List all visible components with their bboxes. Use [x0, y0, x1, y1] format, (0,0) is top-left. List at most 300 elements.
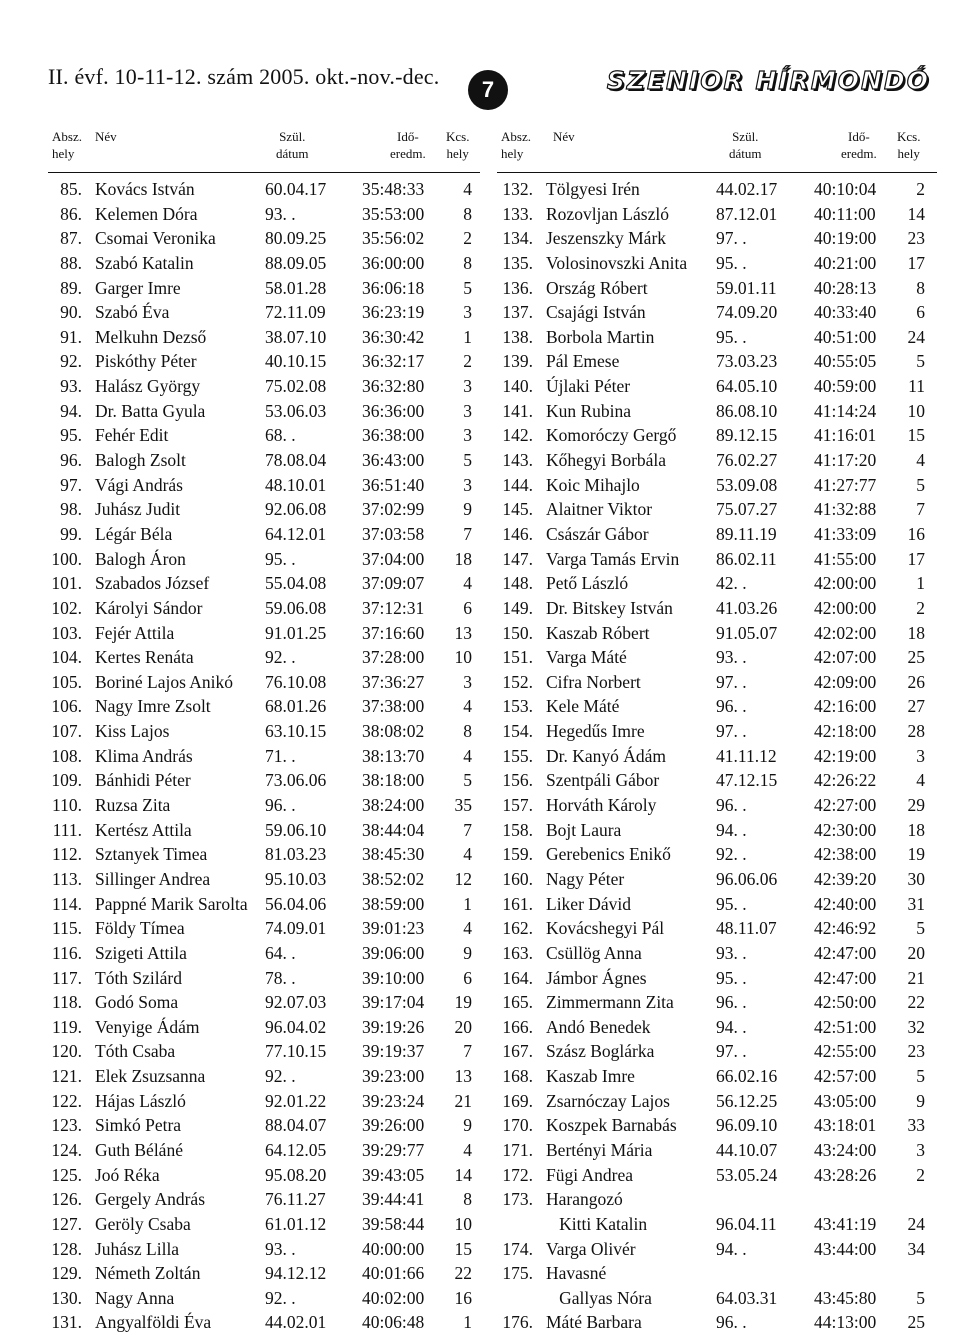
time-cell: 38:52:02 [362, 868, 425, 889]
position-cell: 118. [52, 992, 82, 1013]
position-cell: 138. [502, 326, 533, 347]
name-cell: Zimmermann Zita [546, 992, 674, 1013]
name-cell: Gerebenics Enikő [546, 844, 671, 865]
table-row [48, 744, 480, 769]
table-row [497, 251, 937, 276]
name-cell: Godó Soma [95, 992, 179, 1013]
birthdate-cell: 72.11.09 [265, 302, 326, 323]
name-cell: Kun Rubina [546, 400, 632, 421]
time-cell: 36:36:00 [362, 400, 425, 421]
birthdate-cell: 53.09.08 [716, 474, 778, 495]
category-rank-cell: 3 [916, 745, 925, 766]
category-rank-cell: 5 [463, 450, 472, 471]
name-cell: Guth Béláné [95, 1139, 183, 1160]
birthdate-cell: 76.11.27 [265, 1189, 326, 1210]
table-row [497, 1039, 937, 1064]
time-cell: 43:24:00 [814, 1139, 877, 1160]
table-row [48, 916, 480, 941]
category-rank-cell: 15 [907, 425, 925, 446]
birthdate-cell: 93. . [716, 942, 747, 963]
name-cell: Kovácshegyi Pál [546, 918, 665, 939]
position-cell: 86. [60, 203, 82, 224]
time-cell: 42:16:00 [814, 696, 877, 717]
birthdate-cell: 96.04.02 [265, 1016, 327, 1037]
name-cell: Szentpáli Gábor [546, 770, 660, 791]
position-cell: 168. [502, 1066, 533, 1087]
name-cell: Kitti Katalin [546, 1213, 648, 1234]
table-row [48, 1237, 480, 1262]
time-cell: 41:16:01 [814, 425, 877, 446]
table-row [48, 941, 480, 966]
category-rank-cell: 7 [916, 499, 925, 520]
birthdate-cell: 42. . [716, 573, 747, 594]
time-cell: 40:55:05 [814, 351, 877, 372]
position-cell: 144. [502, 474, 533, 495]
table-row [48, 719, 480, 744]
category-rank-cell: 6 [463, 967, 472, 988]
name-cell: Kaszab Róbert [546, 622, 650, 643]
time-cell: 39:44:41 [362, 1189, 425, 1210]
name-cell: Joó Réka [95, 1164, 160, 1185]
category-rank-cell: 21 [907, 967, 925, 988]
category-rank-cell: 4 [463, 1139, 472, 1160]
time-cell: 37:36:27 [362, 671, 425, 692]
birthdate-cell: 92. . [265, 647, 296, 668]
table-row [497, 1163, 937, 1188]
category-rank-cell: 8 [916, 277, 925, 298]
time-cell: 42:07:00 [814, 647, 877, 668]
time-cell: 42:30:00 [814, 819, 877, 840]
time-cell: 40:21:00 [814, 252, 877, 273]
category-rank-cell: 20 [454, 1016, 472, 1037]
table-row [48, 349, 480, 374]
name-cell: Kertes Renáta [95, 647, 194, 668]
birthdate-cell: 48.11.07 [716, 918, 777, 939]
position-cell: 147. [502, 548, 533, 569]
name-cell: Szabó Éva [95, 302, 170, 323]
position-cell: 148. [502, 573, 533, 594]
table-row [497, 1138, 937, 1163]
position-cell: 124. [51, 1139, 82, 1160]
category-rank-cell: 14 [907, 203, 925, 224]
category-rank-cell: 13 [454, 1066, 472, 1087]
category-rank-cell: 5 [916, 351, 925, 372]
time-cell: 42:26:22 [814, 770, 877, 791]
results-column-right [497, 124, 937, 1333]
name-cell: Andó Benedek [546, 1016, 651, 1037]
name-cell: Koic Mihajlo [546, 474, 640, 495]
table-row [497, 645, 937, 670]
birthdate-cell: 40.10.15 [265, 351, 327, 372]
time-cell: 36:43:00 [362, 450, 425, 471]
header-pos: Absz. hely [52, 129, 82, 161]
category-rank-cell: 19 [907, 844, 925, 865]
position-cell: 160. [502, 868, 533, 889]
position-cell: 155. [502, 745, 533, 766]
category-rank-cell: 11 [908, 376, 925, 397]
category-rank-cell: 8 [463, 721, 472, 742]
birthdate-cell: 41.03.26 [716, 597, 778, 618]
table-row [497, 226, 937, 251]
table-row [48, 1286, 480, 1311]
category-rank-cell: 16 [907, 523, 925, 544]
name-cell: Horváth Károly [546, 795, 657, 816]
birthdate-cell: 68.01.26 [265, 696, 327, 717]
position-cell: 161. [502, 893, 533, 914]
position-cell: 106. [51, 696, 82, 717]
time-cell: 40:10:04 [814, 179, 877, 199]
position-cell: 114. [52, 893, 82, 914]
category-rank-cell: 3 [463, 376, 472, 397]
position-cell: 158. [502, 819, 533, 840]
time-cell: 41:55:00 [814, 548, 877, 569]
birthdate-cell: 96. . [716, 696, 747, 717]
category-rank-cell: 15 [454, 1238, 472, 1259]
position-cell: 99. [60, 523, 82, 544]
time-cell: 36:32:80 [362, 376, 425, 397]
time-cell: 39:58:44 [362, 1213, 425, 1234]
category-rank-cell: 1 [463, 893, 472, 914]
table-row [497, 423, 937, 448]
name-cell: Csajági István [546, 302, 646, 323]
category-rank-cell: 3 [463, 302, 472, 323]
birthdate-cell: 88.09.05 [265, 252, 327, 273]
name-cell: Dr. Batta Gyula [95, 400, 206, 421]
birthdate-cell: 96.06.06 [716, 868, 778, 889]
name-cell: Varga Tamás Ervin [546, 548, 680, 569]
position-cell: 146. [502, 523, 533, 544]
birthdate-cell: 92.01.22 [265, 1090, 327, 1111]
position-cell: 105. [51, 671, 82, 692]
table-row [48, 990, 480, 1015]
birthdate-cell: 95. . [716, 967, 747, 988]
time-cell: 36:30:42 [362, 326, 425, 347]
time-cell: 41:32:88 [814, 499, 877, 520]
name-cell: Borbola Martin [546, 326, 655, 347]
birthdate-cell: 92.07.03 [265, 992, 327, 1013]
table-row [497, 892, 937, 917]
position-cell: 133. [502, 203, 533, 224]
name-cell: Kőhegyi Borbála [546, 450, 667, 471]
time-cell: 36:51:40 [362, 474, 425, 495]
table-row [497, 300, 937, 325]
time-cell: 37:16:60 [362, 622, 425, 643]
position-cell: 140. [502, 376, 533, 397]
header-divider [497, 172, 937, 173]
time-cell: 42:18:00 [814, 721, 877, 742]
birthdate-cell: 87.12.01 [716, 203, 778, 224]
position-cell: 142. [502, 425, 533, 446]
table-row [497, 349, 937, 374]
birthdate-cell: 97. . [716, 228, 747, 249]
position-cell: 110. [52, 795, 82, 816]
time-cell: 37:03:58 [362, 523, 425, 544]
position-cell: 172. [502, 1164, 533, 1185]
name-cell: Kiss Lajos [95, 721, 170, 742]
birthdate-cell: 81.03.23 [265, 844, 327, 865]
position-cell: 169. [502, 1090, 533, 1111]
name-cell: Gergely András [95, 1189, 205, 1210]
position-cell: 149. [502, 597, 533, 618]
category-rank-cell: 26 [907, 671, 925, 692]
category-rank-cell: 4 [463, 918, 472, 939]
name-cell: Tölgyesi Irén [546, 179, 640, 199]
time-cell: 40:02:00 [362, 1287, 425, 1308]
birthdate-cell: 53.05.24 [716, 1164, 778, 1185]
position-cell: 135. [502, 252, 533, 273]
table-row [497, 1261, 937, 1286]
birthdate-cell: 76.02.27 [716, 450, 778, 471]
table-row [48, 1138, 480, 1163]
time-cell: 42:02:00 [814, 622, 877, 643]
position-cell: 151. [502, 647, 533, 668]
name-cell: Ruzsa Zita [95, 795, 171, 816]
table-row [497, 1187, 937, 1212]
name-cell: Pál Emese [546, 351, 620, 372]
name-cell: Dr. Bitskey István [546, 597, 673, 618]
table-row [497, 768, 937, 793]
position-cell: 116. [52, 942, 82, 963]
time-cell: 36:38:00 [362, 425, 425, 446]
birthdate-cell: 59.06.08 [265, 597, 327, 618]
birthdate-cell: 78.08.04 [265, 450, 327, 471]
category-rank-cell: 18 [907, 819, 925, 840]
table-row [48, 300, 480, 325]
name-cell: Varga Máté [546, 647, 627, 668]
category-rank-cell: 32 [907, 1016, 925, 1037]
name-cell: Zsarnóczay Lajos [546, 1090, 670, 1111]
birthdate-cell: 74.09.01 [265, 918, 327, 939]
time-cell: 41:14:24 [814, 400, 877, 421]
table-row [48, 547, 480, 572]
position-cell: 156. [502, 770, 533, 791]
birthdate-cell: 95.08.20 [265, 1164, 327, 1185]
category-rank-cell: 18 [454, 548, 472, 569]
time-cell: 40:00:00 [362, 1238, 425, 1259]
category-rank-cell: 17 [907, 548, 925, 569]
table-row [497, 793, 937, 818]
time-cell: 42:39:20 [814, 868, 877, 889]
name-cell: Varga Olivér [546, 1238, 636, 1259]
category-rank-cell: 4 [463, 573, 472, 594]
name-cell: Gallyas Nóra [546, 1287, 652, 1308]
table-row [497, 1064, 937, 1089]
name-cell: Sztanyek Timea [95, 844, 208, 865]
name-cell: Liker Dávid [546, 893, 632, 914]
birthdate-cell: 94.12.12 [265, 1263, 327, 1284]
birthdate-cell: 53.06.03 [265, 400, 327, 421]
category-rank-cell: 34 [907, 1238, 925, 1259]
birthdate-cell: 97. . [716, 721, 747, 742]
name-cell: Balogh Áron [95, 548, 186, 569]
name-cell: Koszpek Barnabás [546, 1115, 677, 1136]
header-name: Név [553, 129, 575, 144]
position-cell: 93. [60, 376, 82, 397]
name-cell: Jámbor Ágnes [546, 967, 647, 988]
birthdate-cell: 74.09.20 [716, 302, 778, 323]
name-cell: Kovács István [95, 179, 195, 199]
table-row [497, 744, 937, 769]
position-cell: 150. [502, 622, 533, 643]
category-rank-cell: 8 [463, 203, 472, 224]
birthdate-cell: 64.12.01 [265, 523, 327, 544]
time-cell: 43:45:80 [814, 1287, 877, 1308]
time-cell: 42:19:00 [814, 745, 877, 766]
table-row [48, 1015, 480, 1040]
birthdate-cell: 76.10.08 [265, 671, 327, 692]
position-cell: 143. [502, 450, 533, 471]
table-row [497, 1286, 937, 1311]
name-cell: Németh Zoltán [95, 1263, 201, 1284]
name-cell: Sillinger Andrea [95, 868, 211, 889]
category-rank-cell: 2 [916, 1164, 925, 1185]
birthdate-cell: 56.12.25 [716, 1090, 778, 1111]
table-row [497, 547, 937, 572]
time-cell: 42:00:00 [814, 597, 877, 618]
time-cell: 39:01:23 [362, 918, 425, 939]
position-cell: 132. [502, 179, 533, 199]
position-cell: 176. [502, 1312, 533, 1333]
position-cell: 170. [502, 1115, 533, 1136]
name-cell: Kertész Attila [95, 819, 192, 840]
header-divider [48, 172, 480, 173]
position-cell: 101. [51, 573, 82, 594]
birthdate-cell: 64.05.10 [716, 376, 778, 397]
category-rank-cell: 12 [454, 868, 472, 889]
position-cell: 112. [52, 844, 82, 865]
table-row [497, 1089, 937, 1114]
position-cell: 91. [60, 326, 82, 347]
time-cell: 38:45:30 [362, 844, 425, 865]
birthdate-cell: 95. . [716, 252, 747, 273]
time-cell: 39:23:00 [362, 1066, 425, 1087]
position-cell: 173. [502, 1189, 533, 1210]
table-row [48, 670, 480, 695]
time-cell: 37:12:31 [362, 597, 425, 618]
birthdate-cell: 89.12.15 [716, 425, 778, 446]
name-cell: Légár Béla [95, 523, 173, 544]
time-cell: 42:47:00 [814, 942, 877, 963]
category-rank-cell: 30 [907, 868, 925, 889]
name-cell: Kelemen Dóra [95, 203, 198, 224]
time-cell: 41:33:09 [814, 523, 877, 544]
time-cell: 37:09:07 [362, 573, 425, 594]
position-cell: 90. [60, 302, 82, 323]
category-rank-cell: 7 [463, 1041, 472, 1062]
name-cell: Pappné Marik Sarolta [95, 893, 248, 914]
name-cell: Rozovljan László [546, 203, 669, 224]
time-cell: 42:40:00 [814, 893, 877, 914]
time-cell: 43:18:01 [814, 1115, 877, 1136]
header-pos: Absz. hely [501, 129, 531, 161]
table-row [497, 596, 937, 621]
category-rank-cell: 3 [916, 1139, 925, 1160]
birthdate-cell: 95.10.03 [265, 868, 327, 889]
column-header [48, 124, 480, 164]
issue-info: II. évf. 10-11-12. szám 2005. okt.-nov.-dec. [48, 64, 440, 89]
category-rank-cell: 24 [907, 1213, 925, 1234]
birthdate-cell: 44.02.17 [716, 179, 778, 199]
time-cell: 42:46:92 [814, 918, 877, 939]
time-cell: 40:06:48 [362, 1312, 425, 1333]
category-rank-cell: 10 [454, 647, 472, 668]
time-cell: 44:13:00 [814, 1312, 877, 1333]
results-list [497, 177, 937, 1335]
birthdate-cell: 60.04.17 [265, 179, 327, 199]
time-cell: 39:19:37 [362, 1041, 425, 1062]
table-row [48, 621, 480, 646]
position-cell: 97. [60, 474, 82, 495]
newspaper-logo: SZENIOR HÍRMONDÓ [606, 66, 930, 95]
birthdate-cell: 59.06.10 [265, 819, 327, 840]
time-cell: 39:26:00 [362, 1115, 425, 1136]
position-cell: 87. [60, 228, 82, 249]
position-cell: 115. [52, 918, 82, 939]
birthdate-cell: 96.09.10 [716, 1115, 778, 1136]
name-cell: Pető László [546, 573, 629, 594]
birthdate-cell: 61.01.12 [265, 1213, 327, 1234]
time-cell: 40:19:00 [814, 228, 877, 249]
category-rank-cell: 4 [463, 179, 472, 199]
name-cell: Bertényi Mária [546, 1139, 653, 1160]
position-cell: 94. [60, 400, 82, 421]
table-row [48, 497, 480, 522]
birthdate-cell: 44.02.01 [265, 1312, 327, 1333]
birthdate-cell: 58.01.28 [265, 277, 327, 298]
time-cell: 43:44:00 [814, 1238, 877, 1259]
name-cell: Ország Róbert [546, 277, 648, 298]
table-row [497, 202, 937, 227]
birthdate-cell: 38.07.10 [265, 326, 327, 347]
table-row [48, 423, 480, 448]
category-rank-cell: 6 [916, 302, 925, 323]
birthdate-cell: 86.02.11 [716, 548, 777, 569]
birthdate-cell: 68. . [265, 425, 296, 446]
category-rank-cell: 9 [463, 1115, 472, 1136]
name-cell: Komoróczy Gergő [546, 425, 677, 446]
time-cell: 42:27:00 [814, 795, 877, 816]
category-rank-cell: 1 [463, 1312, 472, 1333]
birthdate-cell: 64. . [265, 942, 296, 963]
category-rank-cell: 9 [463, 499, 472, 520]
category-rank-cell: 21 [454, 1090, 472, 1111]
birthdate-cell: 92. . [265, 1287, 296, 1308]
birthdate-cell: 78. . [265, 967, 296, 988]
header-kcs: Kcs. hely [446, 129, 470, 161]
table-row [497, 522, 937, 547]
name-cell: Cifra Norbert [546, 671, 641, 692]
category-rank-cell: 23 [907, 228, 925, 249]
birthdate-cell: 89.11.19 [716, 523, 777, 544]
birthdate-cell: 91.05.07 [716, 622, 778, 643]
birthdate-cell: 56.04.06 [265, 893, 327, 914]
name-cell: Nagy Imre Zsolt [95, 696, 211, 717]
time-cell: 40:51:00 [814, 326, 877, 347]
position-cell: 175. [502, 1263, 533, 1284]
position-cell: 122. [51, 1090, 82, 1111]
name-cell: Bojt Laura [546, 819, 622, 840]
position-cell: 165. [502, 992, 533, 1013]
time-cell: 42:47:00 [814, 967, 877, 988]
name-cell: Juhász Judit [95, 499, 181, 520]
position-cell: 117. [52, 967, 82, 988]
category-rank-cell: 1 [916, 573, 925, 594]
category-rank-cell: 7 [463, 523, 472, 544]
name-cell: Alaitner Viktor [546, 499, 653, 520]
birthdate-cell: 73.06.06 [265, 770, 327, 791]
category-rank-cell: 29 [907, 795, 925, 816]
table-row [48, 966, 480, 991]
